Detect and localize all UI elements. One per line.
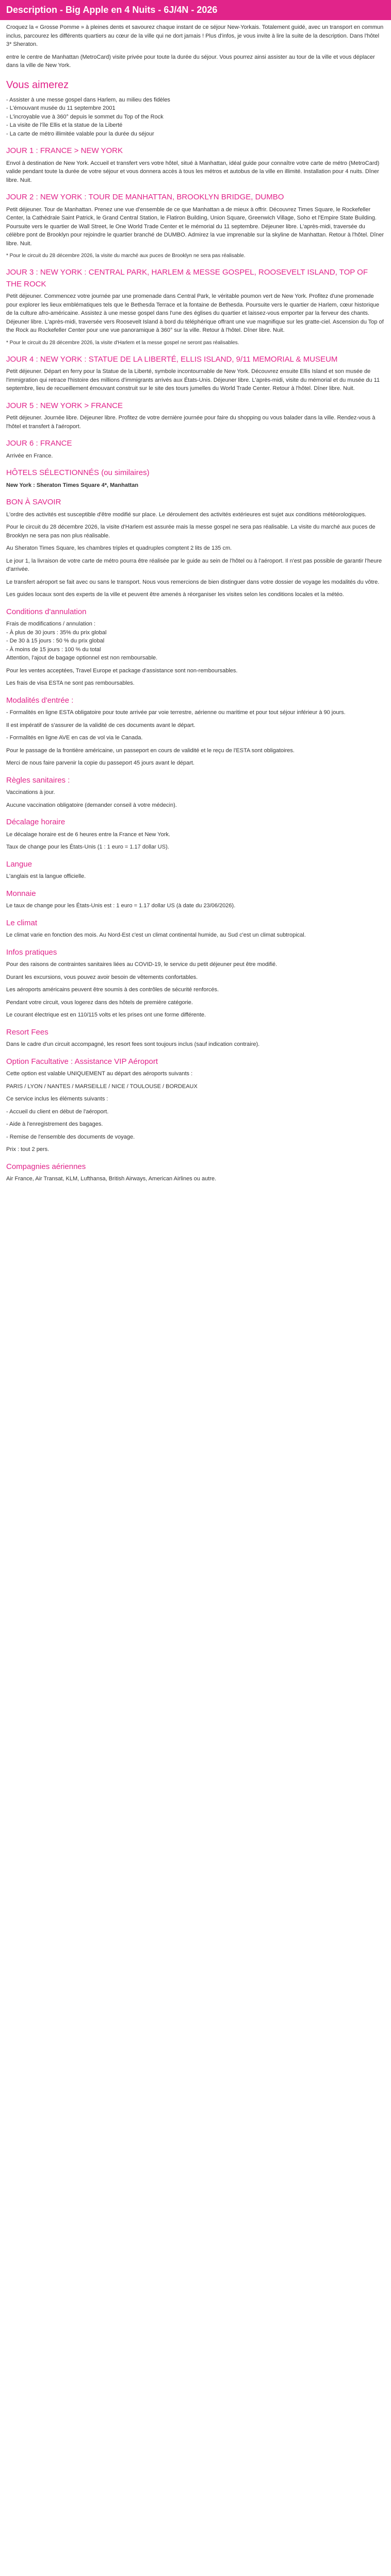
intro-text-2: entre le centre de Manhattan (MetroCard) visite privée pour toute la durée du séjour. Vous pourrez ainsi assister au tour de la ville et vous déplacer dans la ville de New York.	[6, 54, 375, 69]
bon-para: Le jour 1, la livraison de votre carte de métro pourra être réalisée par le guide au sein de l'hôtel ou à l'aéroport. Il n'est pas possible de garantir l'heure d'arrivée.	[6, 557, 382, 572]
resort-title: Resort Fees	[6, 1027, 48, 1037]
resort-text: Dans le cadre d'un circuit accompagné, les resort fees sont toujours inclus (sauf indication contraire).	[6, 1041, 260, 1047]
day-2-title: JOUR 2 : NEW YORK : TOUR DE MANHATTAN, BROOKLYN BRIDGE, DUMBO	[6, 193, 284, 201]
bon-para: Au Sheraton Times Square, les chambres triples et quadruples comptent 2 lits de 135 cm.	[6, 545, 232, 551]
climat-text: Le climat varie en fonction des mois. Au Nord-Est c'est un climat continental humide, au Sud c'est un climat subtropical.	[6, 932, 306, 938]
day-2-notice: * Pour le circuit du 28 décembre 2026, la visite du marché aux puces de Brooklyn ne sera pas réalisable.	[6, 253, 246, 259]
aimerez-item: - L'émouvant musée du 11 septembre 2001	[6, 105, 116, 111]
conditions-item: - De 30 à 15 jours : 50 % du prix global	[6, 638, 105, 644]
monnaie-text: Le taux de change pour les États-Unis est : 1 euro = 1.17 dollar US (à date du 23/06/2026).	[6, 903, 236, 909]
aimerez-item: - L'incroyable vue à 360° depuis le sommet du Top of the Rock	[6, 113, 164, 120]
climat-title: Le climat	[6, 918, 38, 927]
conditions-item: - À moins de 15 jours : 100 % du total	[6, 646, 101, 653]
day-5-text: Petit déjeuner. Journée libre. Déjeuner libre. Profitez de votre dernière journée pour faire du shopping ou vous balader dans la ville. Rendez-vous à l'hôtel et transfert à l'aéroport.	[6, 415, 376, 430]
option-para: - Aide à l'enregistrement des bagages.	[6, 1121, 103, 1127]
day-3-notice: * Pour le circuit du 28 décembre 2026, la visite d'Harlem et la messe gospel ne seront pas réalisables.	[6, 340, 239, 346]
option-para: PARIS / LYON / NANTES / MARSEILLE / NICE / TOULOUSE / BORDEAUX	[6, 1083, 198, 1090]
option-title: Option Facultative : Assistance VIP Aéroport	[6, 1057, 158, 1066]
page-title-banner: Description - Big Apple en 4 Nuits - 6J/4N - 2026	[0, 0, 391, 20]
conditions-para: Pour les ventes acceptées, Travel Europe et package d'assistance sont non-remboursables.	[6, 667, 238, 674]
compagnies-text: Air France, Air Transat, KLM, Lufthansa, British Airways, American Airlines ou autre.	[6, 1176, 217, 1182]
conditions-list	[6, 620, 385, 663]
regles-para: Aucune vaccination obligatoire (demander conseil à votre médecin).	[6, 802, 177, 808]
aimerez-item: - La carte de métro illimitée valable pour la durée du séjour	[6, 130, 154, 137]
decalage-title: Décalage horaire	[6, 818, 66, 826]
option-para: - Remise de l'ensemble des documents de voyage.	[6, 1133, 135, 1140]
hotels-title: HÔTELS SÉLECTIONNÉS (ou similaires)	[6, 468, 150, 477]
day-6-text: Arrivée en France.	[6, 452, 53, 459]
decalage-para: Le décalage horaire est de 6 heures entre la France et New York.	[6, 831, 170, 838]
bon-title: BON À SAVOIR	[6, 498, 61, 506]
aimerez-item: - La visite de l'île Ellis et la statue de la Liberté	[6, 122, 123, 128]
option-para: Prix : tout 2 pers.	[6, 1146, 50, 1153]
decalage-para: Taux de change pour les États-Unis (1 : 1 euro = 1.17 dollar US).	[6, 844, 169, 850]
infos-title: Infos pratiques	[6, 947, 57, 957]
conditions-item: Frais de modifications / annulation :	[6, 621, 96, 627]
day-3-title: JOUR 3 : NEW YORK : CENTRAL PARK, HARLEM & MESSE GOSPEL, ROOSEVELT ISLAND, TOP OF THE ROCK	[6, 268, 368, 289]
hotels-line: New York : Sheraton Times Square 4*, Manhattan	[6, 482, 139, 488]
regles-title: Règles sanitaires :	[6, 775, 70, 785]
aimerez-item: - Assister à une messe gospel dans Harlem, au milieu des fidèles	[6, 96, 170, 103]
infos-para: Le courant électrique est en 110/115 volts et les prises ont une forme différente.	[6, 1012, 206, 1018]
langue-title: Langue	[6, 859, 32, 869]
conditions-para: Les frais de visa ESTA ne sont pas remboursables.	[6, 680, 135, 686]
infos-para: Durant les excursions, vous pouvez avoir besoin de vêtements confortables.	[6, 974, 198, 980]
content	[0, 23, 391, 1183]
day-1-title: JOUR 1 : FRANCE > NEW YORK	[6, 146, 123, 155]
bon-para: Les guides locaux sont des experts de la ville et peuvent être amenés à réorganiser les visites selon les conditions locales et la météo.	[6, 591, 344, 598]
day-2-text: Petit déjeuner. Tour de Manhattan. Prenez une vue d'ensemble de ce que Manhattan a de mieux à offrir. Découvrez Times Square, le Rockefeller Center, la Cathédrale Saint Patrick, le Grand Central Station, le Flatiron Building, Union Square, Greenwich Village, Soho et l'Empire State Building. Poursuite vers le quartier de Wall Street, le One World Trade Center et le mémorial du 11 septembre. Déjeuner libre. L'après-midi, traversée du célèbre pont de Brooklyn pour rejoindre le quartier branché de DUMBO. Admirez la vue imprenable sur la skyline de Manhattan. Retour à l'hôtel. Dîner libre. Nuit.	[6, 206, 384, 247]
intro-text-1: Croquez la « Grosse Pomme » à pleines dents et savourez chaque instant de ce séjour New-Yorkais. Totalement guidé, avec un transport en commun inclus, parcourez les différents quartiers au cœur de la ville qui ne dort jamais ! Plus d'infos, je vous invite à lire la suite de la description. Dans l'hôtel 3* Sheraton.	[6, 24, 384, 47]
option-para: Cette option est valable UNIQUEMENT au départ des aéroports suivants :	[6, 1071, 193, 1077]
infos-para: Pendant votre circuit, vous logerez dans des hôtels de première catégorie.	[6, 999, 193, 1006]
day-5-title: JOUR 5 : NEW YORK > FRANCE	[6, 401, 123, 410]
conditions-title: Conditions d'annulation	[6, 607, 87, 616]
bon-para: Pour le circuit du 28 décembre 2026, la visite d'Harlem est assurée mais la messe gospel ne sera pas réalisable. La visite du marché aux puces de Brooklyn ne sera pas non plus réalisable.	[6, 524, 376, 539]
formalites-para: - Formalités en ligne ESTA obligatoire pour toute arrivée par voie terrestre, aérienne ou maritime et pour tout séjour inférieur à 90 jours.	[6, 709, 346, 716]
option-para: Ce service inclus les éléments suivants :	[6, 1096, 108, 1102]
day-1-text: Envol à destination de New York. Accueil et transfert vers votre hôtel, situé à Manhattan, idéal guide pour connaître votre carte de métro (MetroCard) valide pendant toute la durée de votre séjour et vous donnera accès à tous les métros et autobus de la ville en illimité. Installation pour 4 nuits. Dîner libre. Nuit.	[6, 160, 380, 183]
bon-para: Le transfert aéroport se fait avec ou sans le transport. Nous vous remercions de bien distinguer dans votre dossier de voyage les modalités du vôtre.	[6, 579, 380, 585]
formalites-para: - Formalités en ligne AVE en cas de vol via le Canada.	[6, 735, 143, 741]
day-6-title: JOUR 6 : FRANCE	[6, 439, 72, 448]
regles-para: Vaccinations à jour.	[6, 789, 55, 795]
langue-text: L'anglais est la langue officielle.	[6, 873, 86, 879]
bon-para: L'ordre des activités est susceptible d'être modifié sur place. Le déroulement des activités extérieures est sujet aux conditions météorologiques.	[6, 511, 367, 518]
conditions-item: - À plus de 30 jours : 35% du prix global	[6, 629, 107, 636]
option-para: - Accueil du client en début de l'aéroport.	[6, 1108, 109, 1115]
formalites-title: Modalités d'entrée :	[6, 696, 74, 705]
formalites-para: Merci de nous faire parvenir la copie du passeport 45 jours avant le départ.	[6, 760, 195, 766]
monnaie-title: Monnaie	[6, 889, 36, 898]
day-4-text: Petit déjeuner. Départ en ferry pour la Statue de la Liberté, symbole incontournable de New York. Découvrez ensuite Ellis Island et son musée de l'immigration qui retrace l'histoire des millions d'immigrants arrivés aux États-Unis. Déjeuner libre. L'après-midi, visite du mémorial et du musée du 11 septembre, lieu de recueillement émouvant construit sur le site des tours jumelles du World Trade Center. Retour à l'hôtel. Dîner libre. Nuit.	[6, 368, 380, 392]
day-3-text: Petit déjeuner. Commencez votre journée par une promenade dans Central Park, le véritable poumon vert de New York. Profitez d'une promenade pour explorer les lieux emblématiques tels que le Bethesda Terrace et la fontaine de Bethesda. Poursuite vers le quartier de Harlem, cœur historique de la culture afro-américaine. Assistez à une messe gospel dans l'une des églises du quartier et laissez-vous emporter par la ferveur des chants. Déjeuner libre. L'après-midi, traversée vers Roosevelt Island à bord du téléphérique offrant une vue magnifique sur les gratte-ciel. Ascension du Top of the Rock au Rockefeller Center pour une vue panoramique à 360° sur la ville. Retour à l'hôtel. Dîner libre. Nuit.	[6, 293, 384, 333]
formalites-para: Pour le passage de la frontière américaine, un passeport en cours de validité et le reçu de l'ESTA sont obligatoires.	[6, 747, 295, 754]
infos-para: Pour des raisons de contraintes sanitaires liées au COVID-19, le service du petit déjeuner peut être modifié.	[6, 961, 278, 968]
aimerez-title: Vous aimerez	[6, 79, 69, 91]
compagnies-title: Compagnies aériennes	[6, 1162, 86, 1171]
infos-para: Les aéroports américains peuvent être soumis à des contrôles de sécurité renforcés.	[6, 987, 219, 993]
day-4-title: JOUR 4 : NEW YORK : STATUE DE LA LIBERTÉ, ELLIS ISLAND, 9/11 MEMORIAL & MUSEUM	[6, 354, 338, 364]
aimerez-list	[6, 96, 385, 139]
formalites-para: Il est impératif de s'assurer de la validité de ces documents avant le départ.	[6, 722, 196, 728]
conditions-item: Attention, l'ajout de bagage optionnel est non remboursable.	[6, 655, 158, 661]
